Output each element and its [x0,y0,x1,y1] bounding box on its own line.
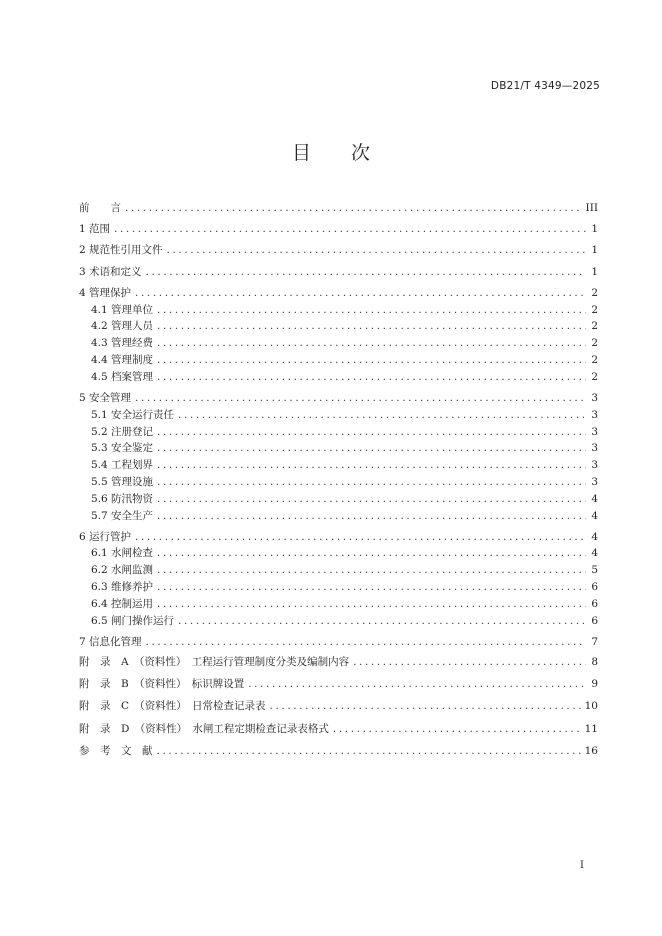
toc-subentry[interactable]: 6.5 闸门操作运行 ..... 6 [79,613,598,630]
toc-page-number: 1 [591,223,598,236]
leader-dots [146,634,586,651]
toc-page-number: 4 [591,492,598,505]
toc-appendix-entry[interactable]: 附 录 D （资料性） 水闸工程定期检查记录表格式 ..... 11 [79,719,598,740]
table-of-contents [79,200,598,761]
leader-dots [114,221,586,238]
leader-dots [157,562,586,579]
standard-code: DB21/T 4349—2025 [490,80,600,92]
leader-dots [135,390,586,407]
leader-dots [248,674,586,695]
toc-entry[interactable]: 5 安全管理 ..... 3 [79,390,598,407]
leader-dots [157,596,586,613]
toc-page-number: 6 [591,581,598,594]
toc-page-number: 2 [591,303,598,316]
leader-dots [178,407,586,424]
leader-dots [125,200,582,217]
leader-dots [135,529,586,546]
toc-subentry[interactable]: 6.4 控制运用 ..... 6 [79,596,598,613]
leader-dots [146,264,586,281]
toc-subentry[interactable]: 5.5 管理设施 ..... 3 [79,474,598,491]
toc-subentry[interactable]: 5.3 安全鉴定 ..... 3 [79,440,598,457]
title-char-1: 目 [291,142,311,164]
toc-page-number: III [585,202,598,214]
page-number: I [580,860,584,871]
toc-subentry[interactable]: 6.2 水闸监测 ..... 5 [79,562,598,579]
toc-page-number: 1 [591,265,598,278]
toc-page-number: 7 [591,635,598,648]
leader-dots [178,613,586,630]
leader-dots [157,352,586,369]
title-char-2: 次 [351,142,371,164]
toc-subentry[interactable]: 4.3 管理经费 ..... 2 [79,335,598,352]
toc-subentry[interactable]: 6.1 水闸检查 ..... 4 [79,545,598,562]
leader-dots [157,318,586,335]
leader-dots [270,696,581,717]
toc-page-number: 3 [591,425,598,438]
toc-subentry[interactable]: 4.1 管理单位 ..... 2 [79,302,598,319]
leader-dots [333,719,581,740]
toc-entry-foreword[interactable]: 前 言 ..... III [79,200,598,217]
toc-subentry[interactable]: 6.3 维修养护 ..... 6 [79,579,598,596]
toc-page-number: 2 [591,370,598,383]
toc-page-number: 5 [591,564,598,577]
leader-dots [353,652,586,673]
toc-subentry[interactable]: 5.4 工程划界 ..... 3 [79,457,598,474]
toc-subentry[interactable]: 4.4 管理制度 ..... 2 [79,352,598,369]
toc-entry[interactable]: 6 运行管护 ..... 4 [79,529,598,546]
toc-page-number: 3 [591,475,598,488]
leader-dots [157,440,586,457]
leader-dots [135,285,586,302]
toc-page-number: 3 [591,442,598,455]
toc-page-number: 2 [591,353,598,366]
toc-page-number: 16 [584,744,598,757]
toc-page-number: 9 [591,678,598,691]
leader-dots [157,424,586,441]
toc-entry[interactable]: 3 术语和定义 ..... 1 [79,264,598,281]
toc-subentry[interactable]: 4.5 档案管理 ..... 2 [79,369,598,386]
leader-dots [157,491,586,508]
toc-appendix-entry[interactable]: 附 录 A （资料性） 工程运行管理制度分类及编制内容 ..... 8 [79,652,598,673]
toc-entry[interactable]: 4 管理保护 ..... 2 [79,285,598,302]
leader-dots [157,579,586,596]
toc-appendix-entry[interactable]: 附 录 C （资料性） 日常检查记录表 ..... 10 [79,696,598,717]
leader-dots [157,457,586,474]
leader-dots [157,545,586,562]
toc-page-number: 1 [591,244,598,257]
toc-subentry[interactable]: 5.6 防汛物资 ..... 4 [79,491,598,508]
toc-entry-references[interactable]: 参 考 文 献 ..... 16 [79,741,598,762]
toc-subentry[interactable]: 5.1 安全运行责任 ..... 3 [79,407,598,424]
toc-page-number: 10 [584,700,598,713]
toc-page-number: 2 [591,286,598,299]
toc-page-number: 3 [591,391,598,404]
toc-page-number: 8 [591,656,598,669]
toc-page-number: 6 [591,597,598,610]
toc-page-number: 4 [591,509,598,522]
leader-dots [157,741,581,762]
toc-page-number: 2 [591,320,598,333]
toc-page-number: 4 [591,530,598,543]
toc-subentry[interactable]: 5.2 注册登记 ..... 3 [79,424,598,441]
toc-appendix-entry[interactable]: 附 录 B （资料性） 标识牌设置 ..... 9 [79,674,598,695]
toc-entry[interactable]: 7 信息化管理 ..... 7 [79,634,598,651]
toc-page-number: 4 [591,547,598,560]
toc-page-number: 6 [591,614,598,627]
leader-dots [157,508,586,525]
toc-page-number: 2 [591,337,598,350]
toc-entry[interactable]: 2 规范性引用文件 ..... 1 [79,242,598,259]
page-title [0,138,662,165]
toc-page-number: 3 [591,459,598,472]
leader-dots [157,302,586,319]
leader-dots [157,474,586,491]
toc-page-number: 3 [591,408,598,421]
leader-dots [157,369,586,386]
leader-dots [157,335,586,352]
toc-subentry[interactable]: 4.2 管理人员 ..... 2 [79,318,598,335]
leader-dots [167,242,586,259]
toc-subentry[interactable]: 5.7 安全生产 ..... 4 [79,508,598,525]
toc-page-number: 11 [584,722,598,735]
toc-entry[interactable]: 1 范围 ..... 1 [79,221,598,238]
